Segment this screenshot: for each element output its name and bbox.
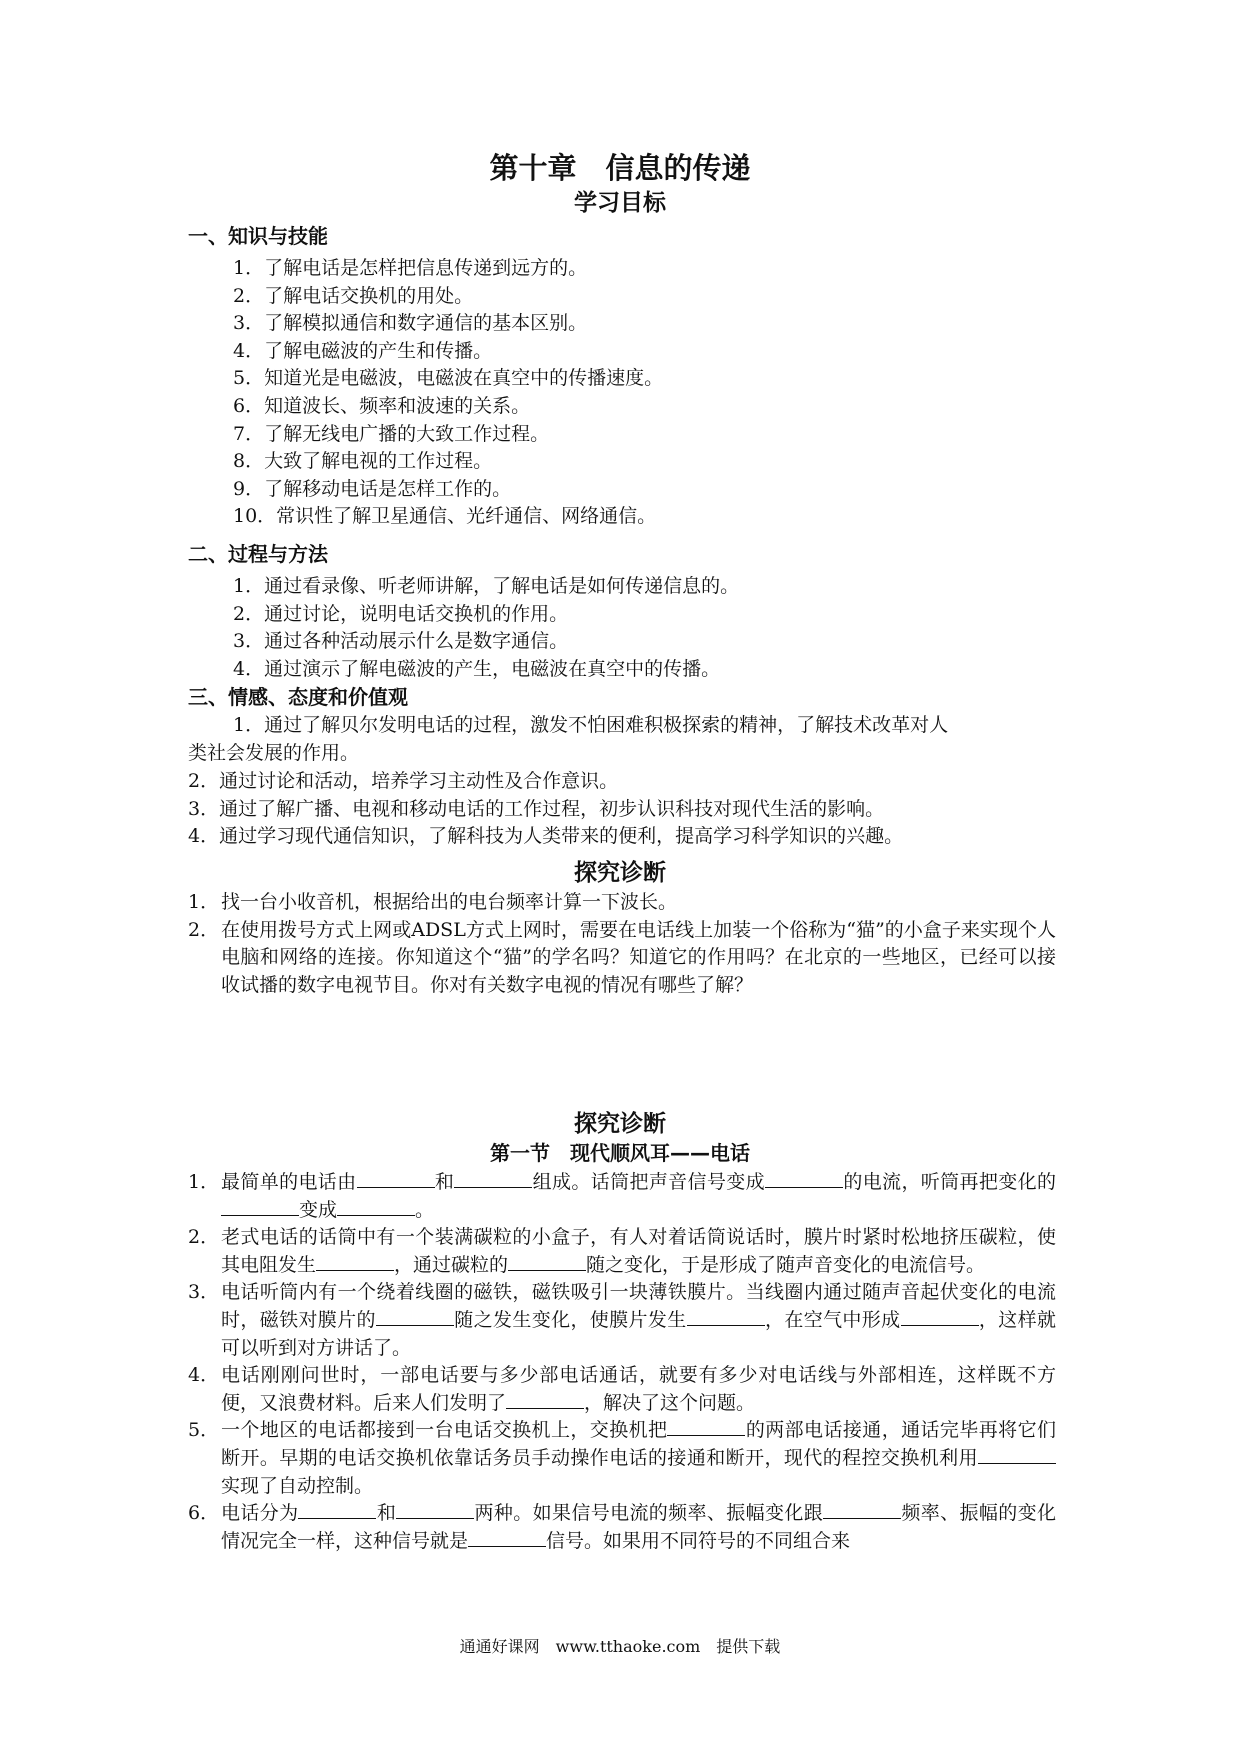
list-item: 1．通过看录像、听老师讲解，了解电话是如何传递信息的。 — [233, 575, 740, 597]
chapter-title: 第十章 信息的传递 — [489, 151, 751, 185]
answer-blank[interactable] — [508, 1253, 586, 1271]
answer-blank[interactable] — [221, 1198, 299, 1216]
question-text: 实现了自动控制。 — [221, 1474, 374, 1497]
question-text: 的两部电话接通，通话完毕再将它们断开。早期的电话交换机依靠话务员手动操作电话的接通和断开，现代的程控交换机利用 — [221, 1419, 1056, 1469]
question-text: ，在空气中形成 — [764, 1308, 901, 1331]
question-text: 随之发生变化，使膜片发生 — [453, 1308, 687, 1331]
question-text: 两种。如果信号电流的频率、振幅变化跟 — [474, 1502, 824, 1525]
answer-blank[interactable] — [316, 1253, 394, 1271]
question-text: ，这样就可以听到对方讲话了。 — [221, 1308, 1056, 1359]
list-item: 4．通过演示了解电磁波的产生，电磁波在真空中的传播。 — [233, 657, 721, 680]
page-footer: 通通好课网 www.tthaoke.com 提供下载 — [459, 1637, 781, 1656]
question-item — [188, 1417, 1056, 1500]
inquiry-title: 探究诊断 — [574, 860, 666, 886]
question-text: 变成 — [299, 1198, 338, 1221]
question-item — [188, 889, 1056, 917]
question-number: 4． — [188, 1364, 220, 1387]
question-text: 组成。话筒把声音信号变成 — [532, 1171, 765, 1193]
list-item: 2．通过讨论和活动，培养学习主动性及合作意识。 — [188, 770, 619, 792]
question-number: 2． — [188, 918, 220, 941]
answer-blank[interactable] — [823, 1501, 901, 1519]
answer-blank[interactable] — [506, 1391, 584, 1409]
answer-blank[interactable] — [337, 1198, 415, 1216]
question-item — [188, 1500, 1056, 1555]
list-item: 4．通过学习现代通信知识，了解科技为人类带来的便利，提高学习科学知识的兴趣。 — [188, 825, 904, 848]
question-number: 6． — [188, 1502, 220, 1525]
question-text: 的电流，听筒再把变化的 — [843, 1171, 1056, 1193]
question-text: 找一台小收音机，根据给出的电台频率计算一下波长。 — [221, 891, 678, 913]
section2-list — [233, 573, 739, 683]
question-text: 和 — [434, 1171, 455, 1193]
section1-heading: 一、知识与技能 — [188, 224, 328, 248]
list-item: 5．知道光是电磁波，电磁波在真空中的传播速度。 — [233, 367, 664, 390]
question-text: 信号。如果用不同符号的不同组合来 — [546, 1529, 851, 1552]
section3-list — [188, 768, 903, 851]
answer-blank[interactable] — [396, 1501, 474, 1519]
list-item: 6．知道波长、频率和波速的关系。 — [233, 394, 531, 417]
question-text: 老式电话的话筒中有一个装满碳粒的小盒子，有人对着话筒说话时，膜片时紧时松地挤压碳粒，使其电阻发生 — [221, 1226, 1056, 1276]
answer-blank[interactable] — [901, 1308, 979, 1326]
question-text: 随之变化，于是形成了随声音变化的电流信号。 — [586, 1253, 986, 1276]
answer-blank[interactable] — [667, 1418, 745, 1436]
list-item: 10．常识性了解卫星通信、光纤通信、网络通信。 — [233, 505, 657, 528]
section-subtitle: 第一节 现代顺风耳——电话 — [490, 1141, 750, 1165]
question-item — [188, 1362, 1056, 1417]
section3-heading: 三、情感、态度和价值观 — [188, 685, 408, 709]
question-text: 电话刚刚问世时，一部电话要与多少部电话通话，就要有多少对电话线与外部相连，这样既不方便，又浪费材料。后来人们发明了 — [221, 1364, 1056, 1414]
list-item: 3．通过了解广播、电视和移动电话的工作过程，初步认识科技对现代生活的影响。 — [188, 797, 885, 820]
inquiry-title: 探究诊断 — [574, 1111, 666, 1137]
question-number: 1． — [188, 891, 220, 913]
question-text: 在使用拨号方式上网或ADSL方式上网时，需要在电话线上加装一个俗称为“猫”的小盒子来实现个人电脑和网络的连接。你知道这个“猫”的学名吗？知道它的作用吗？在北京的一些地区，已经可以接收试播的数字电视节目。你对有关数字电视的情况有哪些了解？ — [221, 918, 1056, 996]
list-item: 2．通过讨论，说明电话交换机的作用。 — [233, 602, 569, 625]
list-item: 7．了解无线电广播的大致工作过程。 — [233, 422, 550, 445]
answer-blank[interactable] — [298, 1501, 376, 1519]
section2-heading: 二、过程与方法 — [188, 542, 328, 566]
section3-item1-line1: 1．通过了解贝尔发明电话的过程，激发不怕困难积极探索的精神，了解技术改革对人 — [233, 714, 949, 736]
question-text: 电话听筒内有一个绕着线圈的磁铁，磁铁吸引一块薄铁膜片。当线圈内通过随声音起伏变化的电流时，磁铁对膜片的 — [221, 1281, 1056, 1331]
list-item: 3．通过各种活动展示什么是数字通信。 — [233, 630, 569, 653]
question-text: 和 — [376, 1502, 397, 1525]
question-item — [188, 1224, 1056, 1279]
answer-blank[interactable] — [687, 1308, 765, 1326]
list-item: 4．了解电磁波的产生和传播。 — [233, 339, 493, 362]
answer-blank[interactable] — [376, 1308, 454, 1326]
list-item: 3．了解模拟通信和数字通信的基本区别。 — [233, 312, 588, 335]
question-item — [188, 917, 1056, 1000]
answer-blank[interactable] — [978, 1446, 1056, 1464]
question-number: 2． — [188, 1226, 220, 1249]
question-text: ，通过碳粒的 — [394, 1253, 509, 1276]
question-text: 一个地区的电话都接到一台电话交换机上，交换机把 — [221, 1419, 668, 1442]
goals-title: 学习目标 — [574, 190, 666, 216]
question-number: 1． — [188, 1171, 220, 1193]
answer-blank[interactable] — [765, 1170, 843, 1188]
fill-in-questions — [188, 1169, 1056, 1555]
answer-blank[interactable] — [454, 1170, 532, 1188]
list-item: 2．了解电话交换机的用处。 — [233, 284, 474, 307]
list-item: 1．了解电话是怎样把信息传递到远方的。 — [233, 257, 588, 279]
question-text: 电话分为 — [221, 1502, 299, 1525]
answer-blank[interactable] — [357, 1170, 435, 1188]
question-number: 3． — [188, 1281, 220, 1304]
section1-list — [233, 255, 663, 531]
inquiry1-questions — [188, 889, 1056, 999]
question-number: 5． — [188, 1419, 220, 1442]
list-item: 8．大致了解电视的工作过程。 — [233, 450, 493, 473]
question-text: 频率、振幅的变化情况完全一样，这种信号就是 — [221, 1502, 1056, 1552]
question-item — [188, 1169, 1056, 1224]
answer-blank[interactable] — [468, 1529, 546, 1547]
list-item: 9．了解移动电话是怎样工作的。 — [233, 477, 512, 500]
question-text: 。 — [415, 1198, 435, 1221]
question-text: ，解决了这个问题。 — [584, 1391, 756, 1414]
section3-item1-line2: 类社会发展的作用。 — [188, 742, 360, 764]
question-item — [188, 1279, 1056, 1362]
question-text: 最简单的电话由 — [221, 1171, 357, 1193]
